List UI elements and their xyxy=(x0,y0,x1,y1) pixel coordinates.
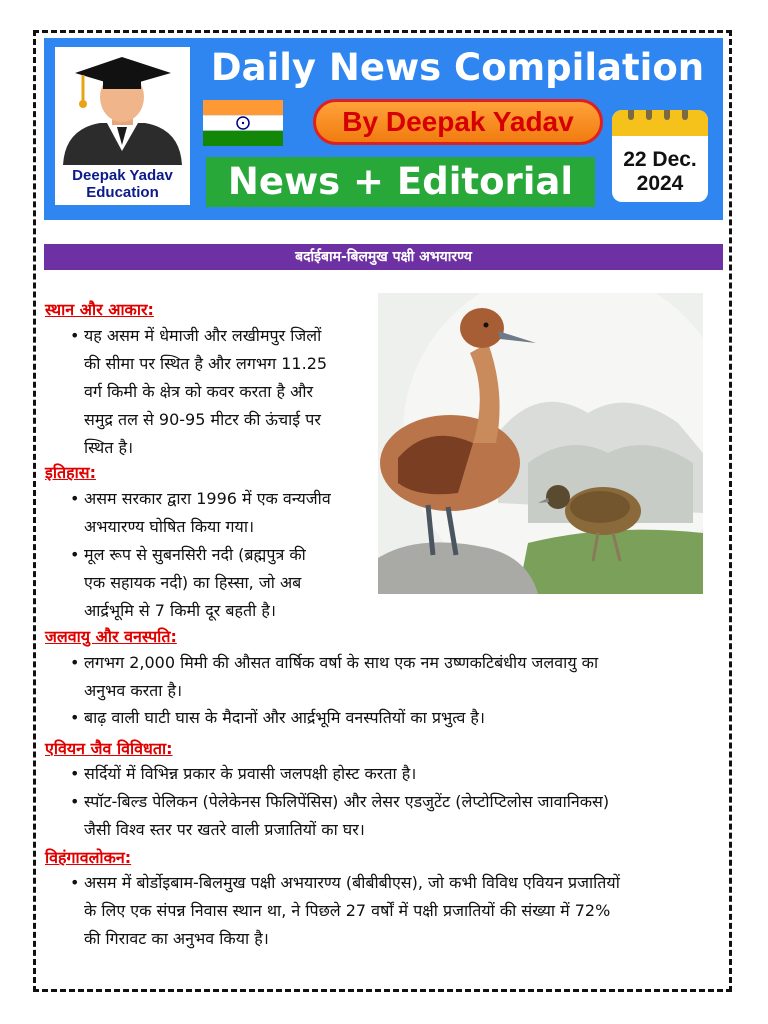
bullet-avian-1 xyxy=(84,760,416,788)
bullet-line: अनुभव करता है। xyxy=(84,681,183,700)
bullet-line: आर्द्रभूमि से 7 किमी दूर बहती है। xyxy=(84,601,276,620)
author-byline: By Deepak Yadav xyxy=(313,99,603,145)
birds-photo xyxy=(378,293,703,594)
logo-name: Deepak Yadav xyxy=(72,167,173,184)
date-calendar xyxy=(612,110,708,202)
logo xyxy=(55,47,190,205)
date-day: 22 Dec. xyxy=(623,148,697,171)
date-year: 2024 xyxy=(636,172,684,195)
graduate-avatar-icon xyxy=(55,47,190,167)
india-flag-icon xyxy=(203,100,283,146)
heading-location-size: स्थान और आकार: xyxy=(45,300,154,319)
bullet-line: असम सरकार द्वारा 1996 में एक वन्यजीव xyxy=(84,489,331,508)
section-title: बर्दाईबाम-बिलमुख पक्षी अभयारण्य xyxy=(44,244,723,270)
bullet-overview xyxy=(84,869,620,953)
bullet-line: एक सहायक नदी) का हिस्सा, जो अब xyxy=(84,573,302,592)
bullet-line: जैसी विश्व स्तर पर खतरे वाली प्रजातियों का घर। xyxy=(84,820,365,839)
calendar-ring-icon xyxy=(682,110,688,120)
news-editorial-banner: News + Editorial xyxy=(206,157,595,207)
heading-climate-vegetation: जलवायु और वनस्पति: xyxy=(45,627,177,646)
page-title: Daily News Compilation xyxy=(210,46,705,89)
bullet-line: बाढ़ वाली घाटी घास के मैदानों और आर्द्रभूमि वनस्पतियों का प्रभुत्व है। xyxy=(84,708,485,727)
bullet-line: असम में बोर्डोइबाम-बिलमुख पक्षी अभयारण्य (बीबीबीएस), जो कभी विविध एवियन प्रजातियों xyxy=(84,873,620,892)
bullet-line: के लिए एक संपन्न निवास स्थान था, ने पिछले 27 वर्षों में पक्षी प्रजातियों की संख्या में 72% xyxy=(84,901,611,920)
bullet-history-1 xyxy=(84,485,331,541)
bullet-line: स्थित है। xyxy=(84,438,134,457)
logo-subtitle: Education xyxy=(86,184,159,201)
bullet-line: सर्दियों में विभिन्न प्रकार के प्रवासी जलपक्षी होस्ट करता है। xyxy=(84,764,417,783)
bullet-line: की सीमा पर स्थित है और लगभग 11.25 xyxy=(84,354,328,373)
bullet-line: स्पॉट-बिल्ड पेलिकन (पेलेकेनस फिलिपेंसिस) और लेसर एडजुटेंट (लेप्टोप्टिलोस जावानिकस) xyxy=(84,792,610,811)
heading-history: इतिहास: xyxy=(45,463,96,482)
bullet-line: लगभग 2,000 मिमी की औसत वार्षिक वर्षा के साथ एक नम उष्णकटिबंधीय जलवायु का xyxy=(84,653,599,672)
heading-avian-biodiversity: एवियन जैव विविधता: xyxy=(45,739,173,758)
bullet-line: की गिरावट का अनुभव किया है। xyxy=(84,929,269,948)
calendar-ring-icon xyxy=(628,110,634,120)
bullet-line: यह असम में धेमाजी और लखीमपुर जिलों xyxy=(84,326,322,345)
bullet-history-2 xyxy=(84,541,306,625)
bullet-line: समुद्र तल से 90-95 मीटर की ऊंचाई पर xyxy=(84,410,321,429)
bullet-avian-2 xyxy=(84,788,609,844)
bullet-line: वर्ग किमी के क्षेत्र को कवर करता है और xyxy=(84,382,313,401)
bullet-line: मूल रूप से सुबनसिरी नदी (ब्रह्मपुत्र की xyxy=(84,545,306,564)
calendar-ring-icon xyxy=(646,110,652,120)
calendar-top xyxy=(612,110,708,136)
calendar-ring-icon xyxy=(664,110,670,120)
heading-overview: विहंगावलोकन: xyxy=(45,848,132,867)
bullet-climate-2 xyxy=(84,704,485,732)
bullet-climate-1 xyxy=(84,649,598,705)
bullet-location xyxy=(84,322,327,462)
bullet-line: अभयारण्य घोषित किया गया। xyxy=(84,517,255,536)
